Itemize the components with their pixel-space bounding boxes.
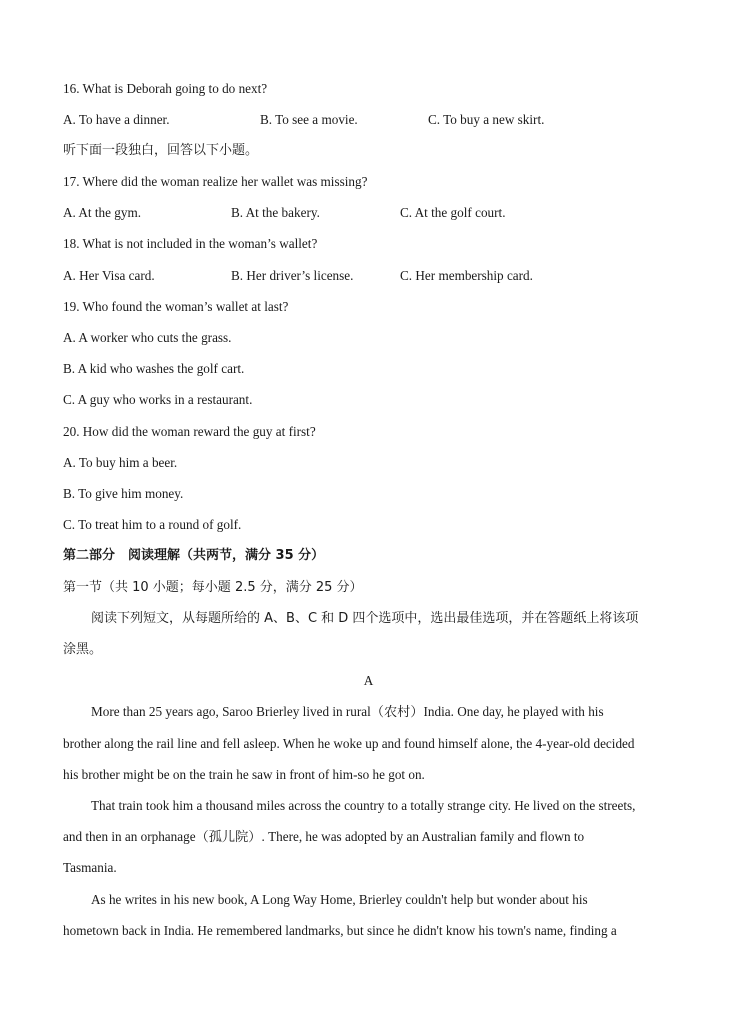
q16-option-a: A. To have a dinner.	[63, 112, 170, 127]
section-subheading: 第一节（共 10 小题；每小题 2.5 分，满分 25 分）	[63, 580, 363, 595]
passage-line-1: More than 25 years ago, Saroo Brierley lived in rural（农村）India. One day, he played with his	[91, 704, 604, 719]
passage-line-3: his brother might be on the train he saw in front of him-so he got on.	[63, 767, 425, 782]
q16-option-c: C. To buy a new skirt.	[428, 112, 545, 127]
q19-option-a: A. A worker who cuts the grass.	[63, 330, 232, 345]
question-19: 19. Who found the woman’s wallet at last?	[63, 299, 289, 314]
q18-option-b: B. Her driver’s license.	[231, 268, 354, 283]
passage-line-4: That train took him a thousand miles across the country to a totally strange city. He lived on the streets,	[91, 798, 636, 813]
q16-option-b: B. To see a movie.	[260, 112, 358, 127]
q17-option-b: B. At the bakery.	[231, 205, 320, 220]
passage-line-7: As he writes in his new book, A Long Way Home, Brierley couldn't help but wonder about his	[91, 892, 588, 907]
passage-title: A	[363, 673, 374, 688]
q20-option-c: C. To treat him to a round of golf.	[63, 517, 242, 532]
question-18: 18. What is not included in the woman’s wallet?	[63, 236, 318, 251]
reading-instruction-line-2: 涂黑。	[63, 642, 103, 657]
q20-option-a: A. To buy him a beer.	[63, 455, 178, 470]
q17-option-c: C. At the golf court.	[400, 205, 506, 220]
q18-option-c: C. Her membership card.	[400, 268, 533, 283]
q18-option-a: A. Her Visa card.	[63, 268, 155, 283]
passage-line-2: brother along the rail line and fell asleep. When he woke up and found himself alone, the 4-year-old decided	[63, 736, 635, 751]
q19-option-c: C. A guy who works in a restaurant.	[63, 392, 253, 407]
passage-line-6: Tasmania.	[63, 860, 117, 875]
passage-line-5: and then in an orphanage（孤儿院）. There, he was adopted by an Australian family and flown to	[63, 829, 585, 844]
question-16: 16. What is Deborah going to do next?	[63, 81, 268, 96]
passage-line-8: hometown back in India. He remembered landmarks, but since he didn't know his town's name, finding a	[63, 923, 617, 938]
question-17: 17. Where did the woman realize her wallet was missing?	[63, 174, 368, 189]
listening-instruction: 听下面一段独白，回答以下小题。	[63, 143, 259, 158]
question-20: 20. How did the woman reward the guy at first?	[63, 424, 316, 439]
reading-instruction-line-1: 阅读下列短文，从每题所给的 A、B、C 和 D 四个选项中，选出最佳选项，并在答题纸上将该项	[91, 611, 639, 626]
section-heading: 第二部分 阅读理解（共两节，满分 35 分）	[63, 548, 325, 563]
q17-option-a: A. At the gym.	[63, 205, 142, 220]
q20-option-b: B. To give him money.	[63, 486, 184, 501]
q19-option-b: B. A kid who washes the golf cart.	[63, 361, 245, 376]
